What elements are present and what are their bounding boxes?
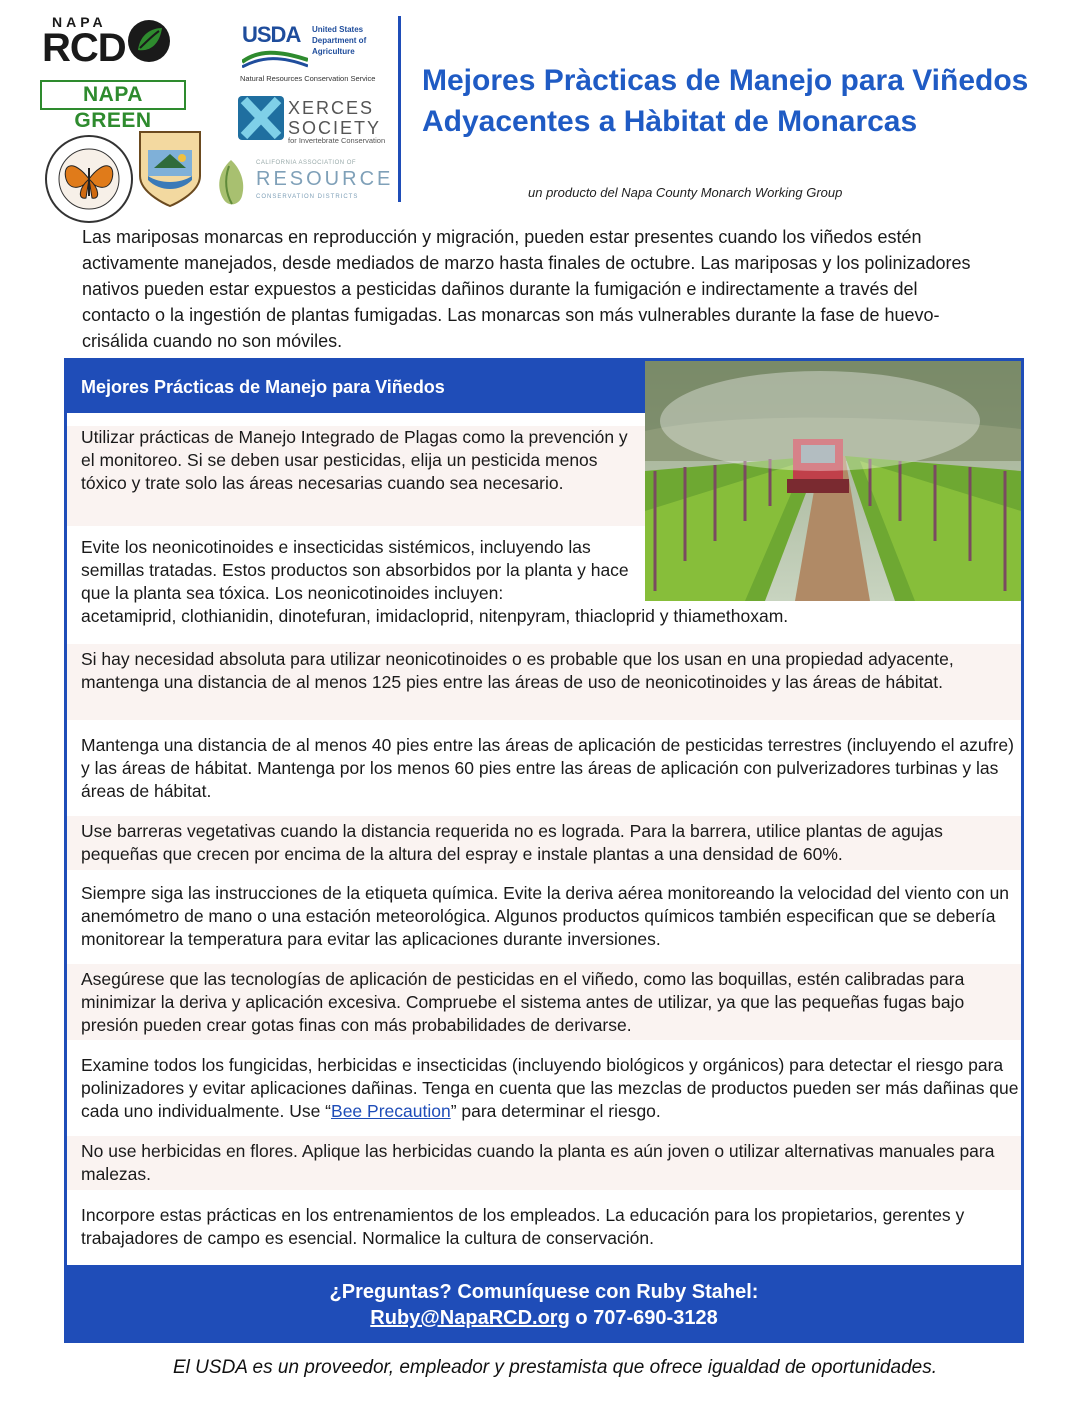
xerces-society-logo	[238, 96, 386, 152]
xerces-logo-sub: for Invertebrate Conservation	[288, 136, 386, 145]
intro-paragraph: Las mariposas monarcas en reproducción y migración, pueden estar presentes cuando los viñedos estén activamente manejados, desde mediados de marzo hasta finales de octubre. Las mariposas y los polinizadores nativos pueden estar expuestos a pesticidas dañinos durante la fumigación e indirectamente a través del contacto o la ingestión de plantas fumigadas. Las monarcas son más vulnerables durante la fase de huevo-crisálida cuando no son móviles.	[82, 227, 971, 351]
practice-item-3: Si hay necesidad absoluta para utilizar neonicotinoides o es probable que los usan en una propiedad adyacente, mantenga una distancia de al menos 125 pies entre las áreas de uso de neonicotinoides y las áreas de hábitat.	[67, 644, 1021, 720]
practice-item-9: No use herbicidas en flores. Aplique las herbicidas cuando la planta es aún joven o utilizar alternativas manuales para malezas.	[67, 1136, 1021, 1190]
practice-item-6: Siempre siga las instrucciones de la etiqueta química. Evite la deriva aérea monitoreando la velocidad del viento con un anemómetro de mano o una estación meteorológica. Algunos productos químicos también especifican que se debería monitorear la temperatura para evitar las aplicaciones durante inversiones.	[81, 883, 1010, 949]
practice-item-1: Utilizar prácticas de Manejo Integrado de Plagas como la prevención y el monitoreo. Si se deben usar pesticidas, elija un pesticida menos tóxico y trate solo las áreas necesarias cuando sea necesario.	[67, 426, 645, 526]
xerces-logo-word: XERCES SOCIETY	[288, 98, 382, 138]
usda-logo-sub: United States Department of Agriculture	[312, 25, 367, 56]
practice-item-7: Asegúrese que las tecnologías de aplicación de pesticidas en el viñedo, como las boquillas, estén calibradas para minimizar la deriva y aplicación excesiva. Compruebe el sistema antes de utilizar, ya que las pequeñas fugas bajo presión pueden crear gotas finas con más probabilidades de derivarse.	[67, 964, 1021, 1040]
napa-rcd-logo-main: RCD	[42, 26, 126, 70]
usda-logo-word: USDA	[242, 22, 301, 47]
practice-item-4: Mantenga una distancia de al menos 40 pies entre las áreas de aplicación de pesticidas terrestres (incluyendo el azufre) y las áreas de hábitat. Mantenga por los menos 60 pies entre las áreas de aplicación con pulverizadores turbinas y las áreas de hábitat.	[81, 735, 1014, 801]
practice-item-8	[67, 1050, 1021, 1126]
fish-wildlife-service-seal	[136, 128, 204, 208]
practice-item-2	[67, 536, 1021, 634]
napa-rcd-logo-top: NAPA	[52, 14, 107, 30]
western-monarch-society-seal	[44, 134, 134, 224]
practice-item-5: Use barreras vegetativas cuando la distancia requerida no es lograda. Para la barrera, utilice plantas de agujas pequeñas que crecen por encima de la altura del espray e instale plantas a una densidad de 60%.	[67, 816, 1021, 870]
contact-line	[64, 1305, 1024, 1331]
neonicotinoid-list: acetamiprid, clothianidin, dinotefuran, imidacloprid, nitenpyram, thiacloprid y thiamethoxam.	[81, 606, 789, 626]
carcd-logo-bot: CONSERVATION DISTRICTS	[256, 194, 359, 200]
panel-heading: Mejores Prácticas de Manejo para Viñedos	[67, 361, 645, 413]
carcd-logo	[214, 158, 394, 208]
contact-banner	[64, 1265, 1024, 1343]
napa-rcd-logo	[42, 14, 172, 70]
bee-precaution-link[interactable]: Bee Precaution	[331, 1101, 451, 1121]
header-divider	[398, 16, 401, 202]
usda-hills-icon	[242, 48, 308, 68]
practice-item-8-text: Examine todos los fungicidas, herbicidas e insecticidas (incluyendo biológicos y orgánicos) para detectar el riesgo para polinizadores y evitar aplicaciones dañinas. Tenga en cuenta que las mezclas de productos pueden ser más dañinas que cada uno individualmente. Use “	[81, 1055, 1019, 1121]
carcd-logo-top: CALIFORNIA ASSOCIATION OF	[256, 160, 357, 166]
leaf-drop-icon	[214, 158, 248, 208]
page-subtitle: un producto del Napa County Monarch Working Group	[528, 185, 843, 200]
napa-green-logo: NAPA GREEN	[40, 80, 186, 110]
contact-heading: ¿Preguntas? Comuníquese con Ruby Stahel:	[329, 1281, 759, 1303]
page-title: Mejores Pràcticas de Manejo para Viñedos Adyacentes a Hàbitat de Monarcas	[422, 64, 1029, 138]
leaf-icon	[126, 18, 172, 64]
carcd-logo-mid: RESOURCE	[256, 168, 394, 190]
usda-agency: Natural Resources Conservation Service	[240, 74, 376, 83]
usda-disclaimer: El USDA es un proveedor, empleador y prestamista que ofrece igualdad de oportunidades.	[173, 1357, 937, 1378]
practice-item-10: Incorpore estas prácticas en los entrenamientos de los empleados. La educación para los propietarios, gerentes y trabajadores de campo es esencial. Normalice la cultura de conservación.	[81, 1205, 965, 1248]
practice-item-2-text: Evite los neonicotinoides e insecticidas sistémicos, incluyendo las semillas tratadas. Estos productos son absorbidos por la planta y hace que la planta sea tóxica. Los neonicotinoides incluyen:	[81, 537, 629, 603]
practice-item-8-suffix: ” para determinar el riesgo.	[450, 1101, 661, 1121]
contact-phone: 707-690-3128	[593, 1307, 718, 1329]
xerces-x-icon	[238, 96, 284, 140]
contact-email-link[interactable]: Ruby@NapaRCD.org	[370, 1307, 570, 1329]
contact-connector: o	[569, 1307, 594, 1329]
usda-logo	[240, 22, 380, 84]
